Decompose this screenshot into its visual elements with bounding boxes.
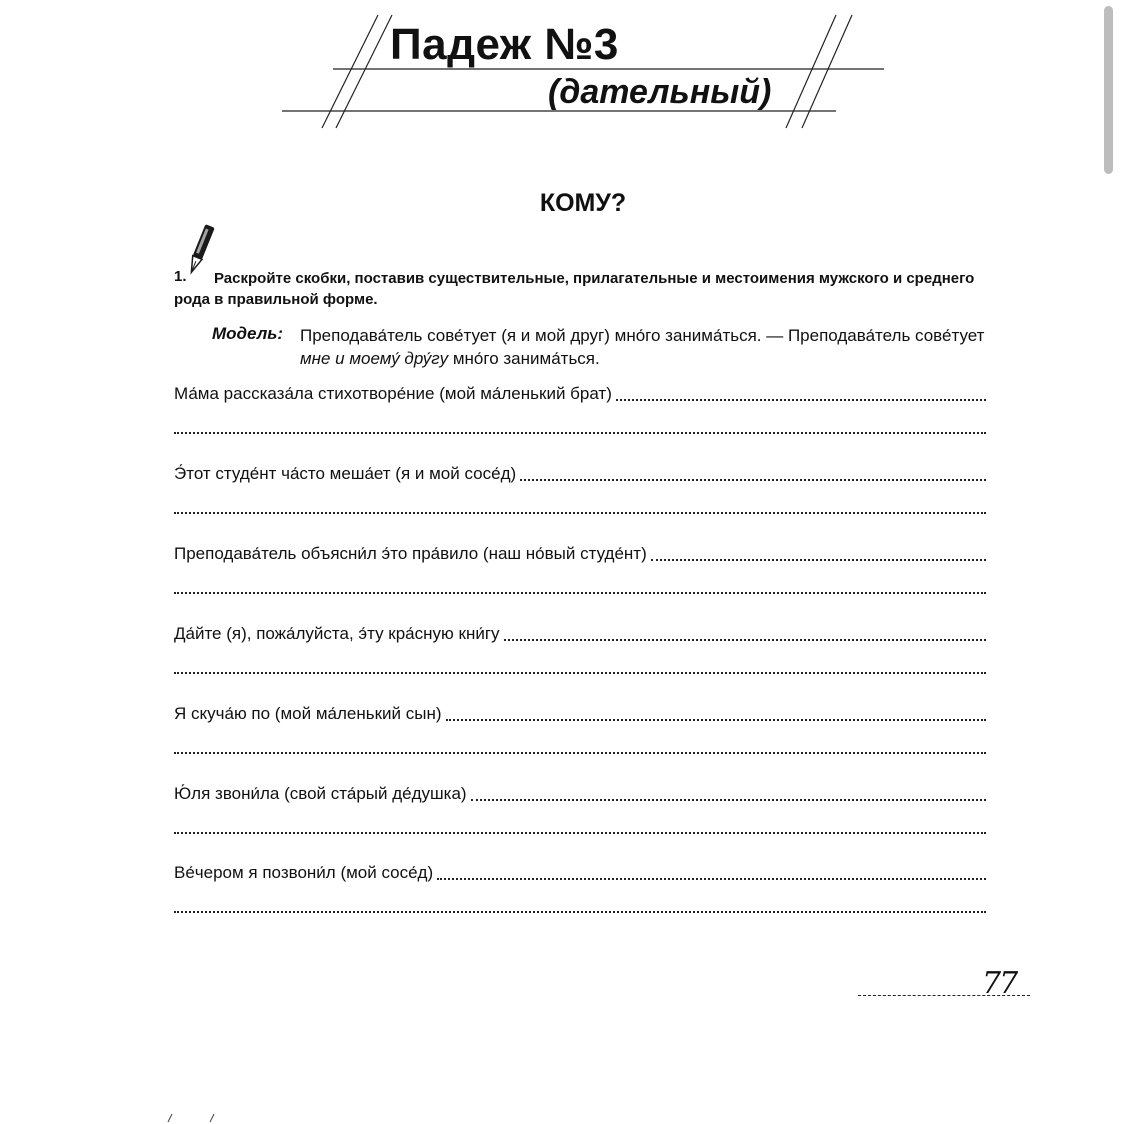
exercise-item bbox=[174, 862, 986, 884]
answer-line[interactable] bbox=[446, 718, 986, 721]
answer-line[interactable] bbox=[520, 478, 986, 481]
page-number: 77 bbox=[982, 966, 1017, 1001]
exercise-item bbox=[174, 783, 986, 805]
exercise-item bbox=[174, 703, 986, 725]
exercise-prompt: Я скуча́ю по (мой ма́ленький сын) bbox=[174, 704, 442, 723]
answer-line[interactable] bbox=[471, 798, 986, 801]
model-answer: мне и моему́ дру́гу bbox=[300, 349, 449, 368]
exercise-prompt: Ю́ля звони́ла (свой ста́рый де́душка) bbox=[174, 784, 467, 803]
task-instruction: Раскройте скобки, поставив существительные, прилагательные и местоимения мужского и среднего рода в правильной форме. bbox=[174, 270, 975, 308]
exercise-prompt: Преподава́тель объясни́л э́то пра́вило (наш но́вый студе́нт) bbox=[174, 544, 647, 563]
page-subtitle: (дательный) bbox=[548, 73, 772, 111]
model-example bbox=[300, 324, 1000, 370]
model-label: Модель: bbox=[212, 324, 284, 343]
answer-line[interactable] bbox=[174, 671, 986, 674]
answer-line[interactable] bbox=[174, 511, 986, 514]
task-number: 1. bbox=[174, 268, 187, 285]
exercise-prompt: Ве́чером я позвони́л (мой сосе́д) bbox=[174, 863, 434, 882]
exercise-item bbox=[174, 383, 986, 405]
exercise-prompt: Э́тот студе́нт ча́сто меша́ет (я и мой сосе́д) bbox=[174, 464, 517, 483]
answer-line[interactable] bbox=[174, 751, 986, 754]
exercise-item bbox=[174, 463, 986, 485]
answer-line[interactable] bbox=[174, 831, 986, 834]
exercise-item bbox=[174, 543, 986, 565]
answer-line[interactable] bbox=[651, 558, 986, 561]
question-heading: КОМУ? bbox=[539, 189, 627, 217]
exercise-item bbox=[174, 623, 986, 645]
answer-line[interactable] bbox=[504, 638, 986, 641]
exercise-prompt: Да́йте (я), пожа́луйста, э́ту кра́сную кни́гу bbox=[174, 624, 500, 643]
answer-line[interactable] bbox=[174, 591, 986, 594]
answer-line[interactable] bbox=[174, 910, 986, 913]
answer-line[interactable] bbox=[437, 877, 986, 880]
model-answer-rest: мно́го занима́ться. bbox=[452, 349, 600, 368]
model-sentence: Преподава́тель сове́тует (я и мой друг) мно́го занима́ться. — Преподава́тель сове́тует bbox=[300, 326, 985, 345]
scan-marks bbox=[164, 1112, 224, 1124]
page-title: Падеж №3 bbox=[390, 20, 619, 69]
answer-line[interactable] bbox=[174, 431, 986, 434]
exercise-prompt: Ма́ма рассказа́ла стихотворе́ние (мой ма́ленький брат) bbox=[174, 384, 612, 403]
answer-line[interactable] bbox=[616, 398, 986, 401]
